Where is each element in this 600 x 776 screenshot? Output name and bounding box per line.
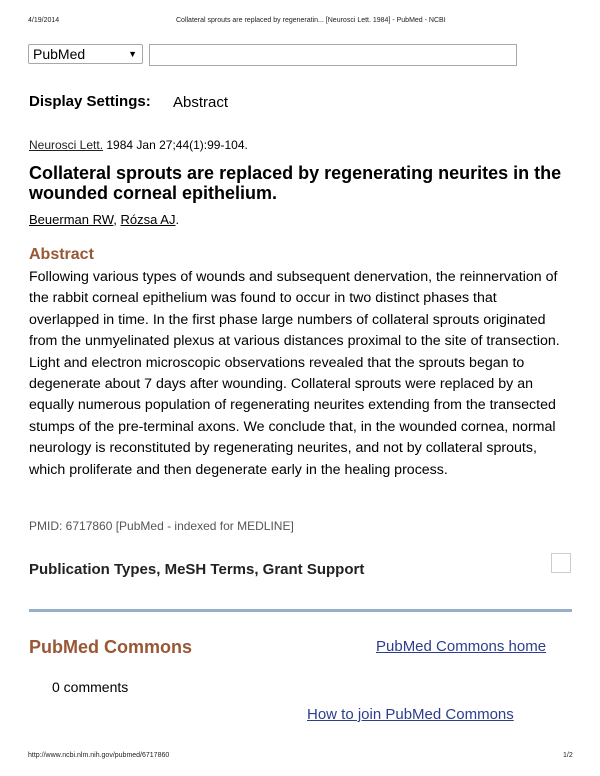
search-input[interactable] xyxy=(149,44,517,66)
display-settings-label[interactable]: Display Settings: xyxy=(29,93,151,110)
database-select[interactable] xyxy=(28,44,143,64)
author-link[interactable]: Rózsa AJ xyxy=(120,212,176,227)
author-list xyxy=(29,212,179,227)
abstract-text: Following various types of wounds and subsequent denervation, the reinnervation of the rabbit corneal epithelium was found to occur in two distinct phases that overlapped in time. In the first phase large numbers of collateral sprouts originated from the unmyelinated plexus at various distances proximal to the site of transection. Light and electron microscopic observations revealed that the sprouts began to degenerate about 7 days after wounding. Collateral sprouts were replaced by an equally numerous population of regenerating neurites extending from the transected stumps of the pre-terminal axons. We conclude that, in the wounded cornea, normal neurology is reconstituted by regenerating neurites, and not by collateral sprouts, which proliferate and then degenerate early in the healing process. xyxy=(29,269,560,478)
commons-heading: PubMed Commons xyxy=(29,637,193,657)
section-divider xyxy=(29,609,572,612)
pmid-line: PMID: 6717860 [PubMed - indexed for MEDLINE] xyxy=(29,519,294,533)
citation xyxy=(29,138,248,152)
article-title: Collateral sprouts are replaced by regenerating neurites in the wounded corneal epithelium. xyxy=(29,163,562,203)
join-commons-link[interactable]: How to join PubMed Commons xyxy=(307,706,514,723)
journal-link[interactable]: Neurosci Lett. xyxy=(29,138,104,152)
expand-toggle-icon[interactable] xyxy=(551,553,571,573)
pub-types-toggle[interactable]: Publication Types, MeSH Terms, Grant Support xyxy=(29,561,365,578)
print-url: http://www.ncbi.nlm.nih.gov/pubmed/6717860 xyxy=(28,752,170,759)
comments-count: 0 comments xyxy=(52,679,129,695)
display-settings-value: Abstract xyxy=(173,94,229,111)
citation-details: 1984 Jan 27;44(1):99-104. xyxy=(103,138,248,152)
database-select-value: PubMed xyxy=(33,46,86,62)
author-separator: , xyxy=(113,212,121,227)
commons-home-link[interactable]: PubMed Commons home xyxy=(376,638,547,655)
print-page: 1/2 xyxy=(563,752,573,759)
abstract-heading: Abstract xyxy=(29,246,94,263)
author-end: . xyxy=(175,212,180,227)
print-title: Collateral sprouts are replaced by regeneratin... [Neurosci Lett. 1984] - PubMed - NCBI xyxy=(176,17,446,24)
author-link[interactable]: Beuerman RW xyxy=(29,212,114,227)
dropdown-arrow-icon: ▼ xyxy=(128,49,137,59)
print-date: 4/19/2014 xyxy=(28,17,60,24)
